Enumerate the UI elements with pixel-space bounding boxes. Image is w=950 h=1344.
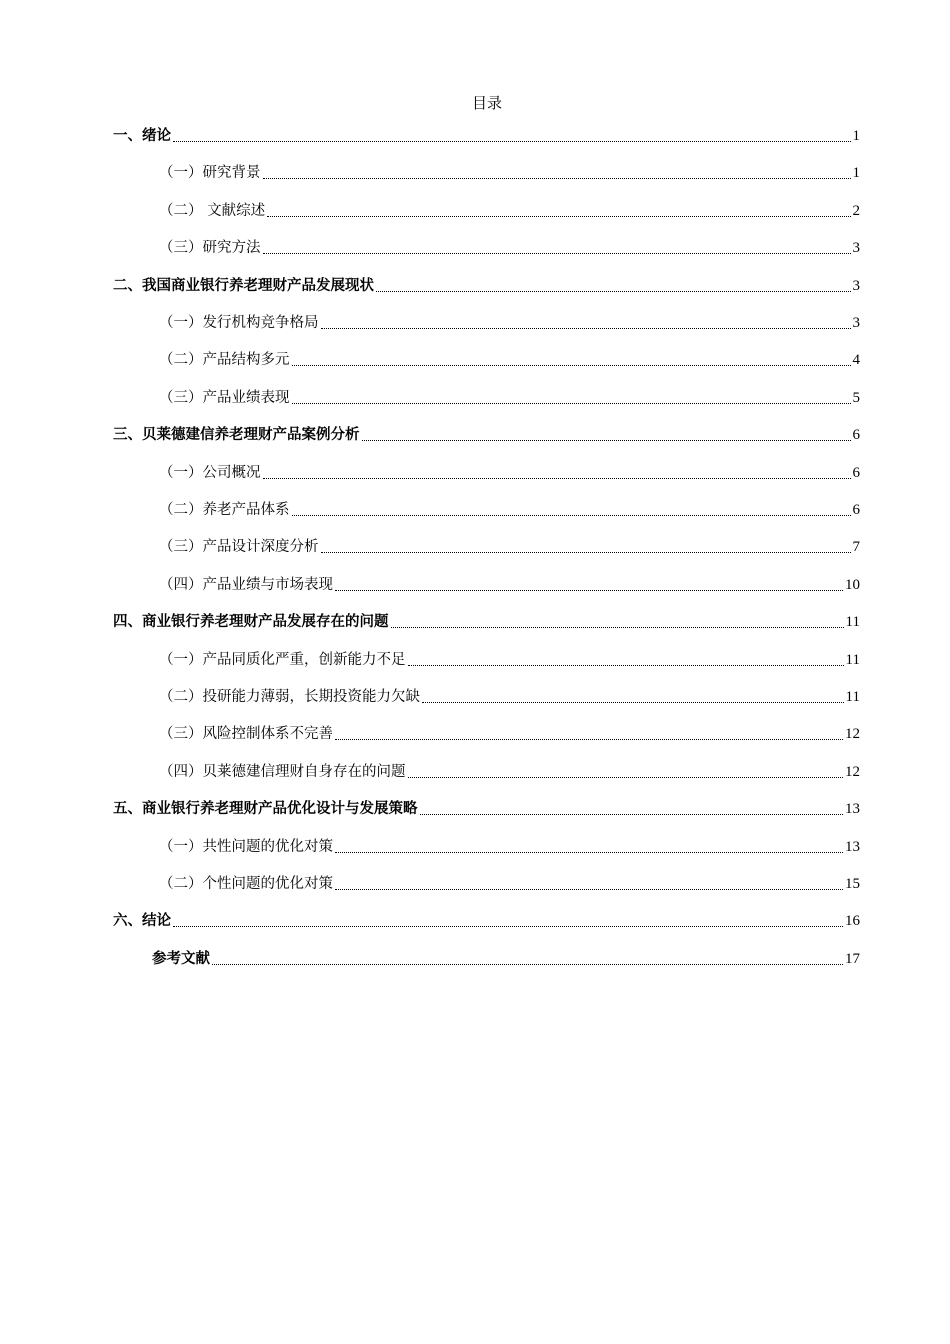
toc-entry[interactable] — [159, 648, 860, 670]
toc-entry-page-number: 13 — [845, 801, 860, 818]
toc-dot-leader — [335, 889, 843, 890]
toc-dot-leader — [263, 253, 851, 254]
toc-entry-page-number: 4 — [852, 352, 860, 369]
toc-entry-page-number: 6 — [852, 427, 860, 444]
toc-entry[interactable] — [159, 311, 860, 333]
toc-dot-leader — [321, 552, 851, 553]
toc-entry-page-number: 12 — [845, 763, 860, 780]
toc-entry-label: （一）产品同质化严重，创新能力不足 — [159, 651, 406, 668]
toc-entry-page-number: 5 — [852, 389, 860, 406]
toc-dot-leader — [263, 478, 851, 479]
toc-entry[interactable] — [113, 610, 860, 632]
toc-entry[interactable] — [159, 161, 860, 183]
toc-entry-label: （一）研究背景 — [159, 165, 261, 182]
toc-entry-page-number: 13 — [845, 838, 860, 855]
toc-dot-leader — [362, 440, 851, 441]
toc-entry-label: （一）共性问题的优化对策 — [159, 838, 333, 855]
toc-dot-leader — [292, 365, 851, 366]
toc-dot-leader — [408, 777, 844, 778]
toc-entry-label: 三、贝莱德建信养老理财产品案例分析 — [113, 427, 360, 444]
toc-entry-page-number: 1 — [852, 128, 860, 144]
toc-dot-leader — [408, 665, 844, 666]
toc-entry-page-number: 2 — [852, 202, 860, 219]
toc-entry-label: 六、结论 — [113, 913, 171, 930]
toc-entry[interactable] — [159, 573, 860, 595]
toc-dot-leader — [292, 403, 851, 404]
toc-title: 目录 — [471, 94, 502, 112]
toc-entry-page-number: 7 — [852, 539, 860, 556]
toc-entry-page-number: 12 — [845, 726, 860, 743]
toc-entry[interactable] — [159, 236, 860, 258]
toc-entry-label: （三）产品设计深度分析 — [159, 539, 319, 556]
toc-entry-label: （二） 文献综述 — [159, 202, 266, 219]
toc-entry[interactable] — [159, 498, 860, 520]
toc-entry-label: （二）个性问题的优化对策 — [159, 876, 333, 892]
toc-entry-label: （四）产品业绩与市场表现 — [159, 576, 333, 593]
toc-entry-label: （一）公司概况 — [159, 464, 261, 481]
toc-entry-label: （三）产品业绩表现 — [159, 389, 290, 406]
toc-entry-label: 五、商业银行养老理财产品优化设计与发展策略 — [113, 801, 418, 818]
toc-entry[interactable] — [159, 199, 860, 221]
toc-entry-label: （二）养老产品体系 — [159, 502, 290, 518]
toc-entry-page-number: 6 — [852, 464, 860, 481]
toc-entry[interactable] — [159, 760, 860, 782]
toc-dot-leader — [420, 814, 844, 815]
toc-entry-label: （二）产品结构多元 — [159, 352, 290, 369]
toc-dot-leader — [173, 141, 851, 142]
toc-entry[interactable] — [159, 722, 860, 744]
toc-entry-label: （四）贝莱德建信理财自身存在的问题 — [159, 763, 406, 780]
toc-entry[interactable] — [159, 872, 860, 894]
toc-dot-leader — [321, 328, 851, 329]
toc-entry[interactable] — [159, 461, 860, 483]
toc-entry[interactable] — [113, 909, 860, 931]
toc-entry-page-number: 3 — [852, 240, 860, 257]
toc-entry-label: 参考文献 — [152, 950, 210, 967]
toc-entry[interactable] — [113, 274, 860, 296]
toc-entry-page-number: 17 — [845, 950, 860, 967]
toc-dot-leader — [267, 216, 850, 217]
toc-dot-leader — [335, 852, 843, 853]
toc-entry-label: 二、我国商业银行养老理财产品发展现状 — [113, 277, 374, 294]
toc-entry-label: （三）研究方法 — [159, 240, 261, 257]
toc-entry[interactable] — [113, 124, 860, 146]
toc-entry-references[interactable] — [152, 947, 860, 969]
toc-entry[interactable] — [159, 386, 860, 408]
toc-entry-label: 四、商业银行养老理财产品发展存在的问题 — [113, 614, 389, 631]
toc-entry-page-number: 1 — [852, 165, 860, 182]
toc-entry-page-number: 3 — [852, 315, 860, 331]
toc-entry[interactable] — [159, 685, 860, 707]
toc-dot-leader — [263, 178, 851, 179]
toc-entry-page-number: 11 — [845, 651, 860, 668]
toc-entry-label: （二）投研能力薄弱，长期投资能力欠缺 — [159, 689, 420, 705]
toc-entry-page-number: 3 — [852, 277, 860, 294]
toc-dot-leader — [292, 515, 851, 516]
toc-entry[interactable] — [113, 423, 860, 445]
toc-entry-page-number: 10 — [845, 576, 860, 593]
toc-entry-label: （三）风险控制体系不完善 — [159, 726, 333, 743]
toc-dot-leader — [212, 964, 843, 965]
toc-entry-page-number: 11 — [845, 614, 860, 631]
toc-entry-page-number: 15 — [845, 876, 860, 892]
toc-entry-label: （一）发行机构竞争格局 — [159, 315, 319, 331]
toc-entry-label: 一、绪论 — [113, 128, 171, 144]
toc-entry[interactable] — [159, 835, 860, 857]
toc-dot-leader — [376, 291, 851, 292]
toc-dot-leader — [335, 739, 843, 740]
toc-dot-leader — [335, 590, 843, 591]
toc-dot-leader — [391, 627, 844, 628]
toc-entry-page-number: 6 — [852, 502, 860, 518]
toc-entry[interactable] — [159, 535, 860, 557]
toc-entry-page-number: 16 — [845, 913, 860, 930]
toc-entry[interactable] — [159, 348, 860, 370]
toc-dot-leader — [422, 702, 844, 703]
toc-entry[interactable] — [113, 797, 860, 819]
toc-entry-page-number: 11 — [845, 689, 860, 705]
toc-dot-leader — [173, 926, 843, 927]
